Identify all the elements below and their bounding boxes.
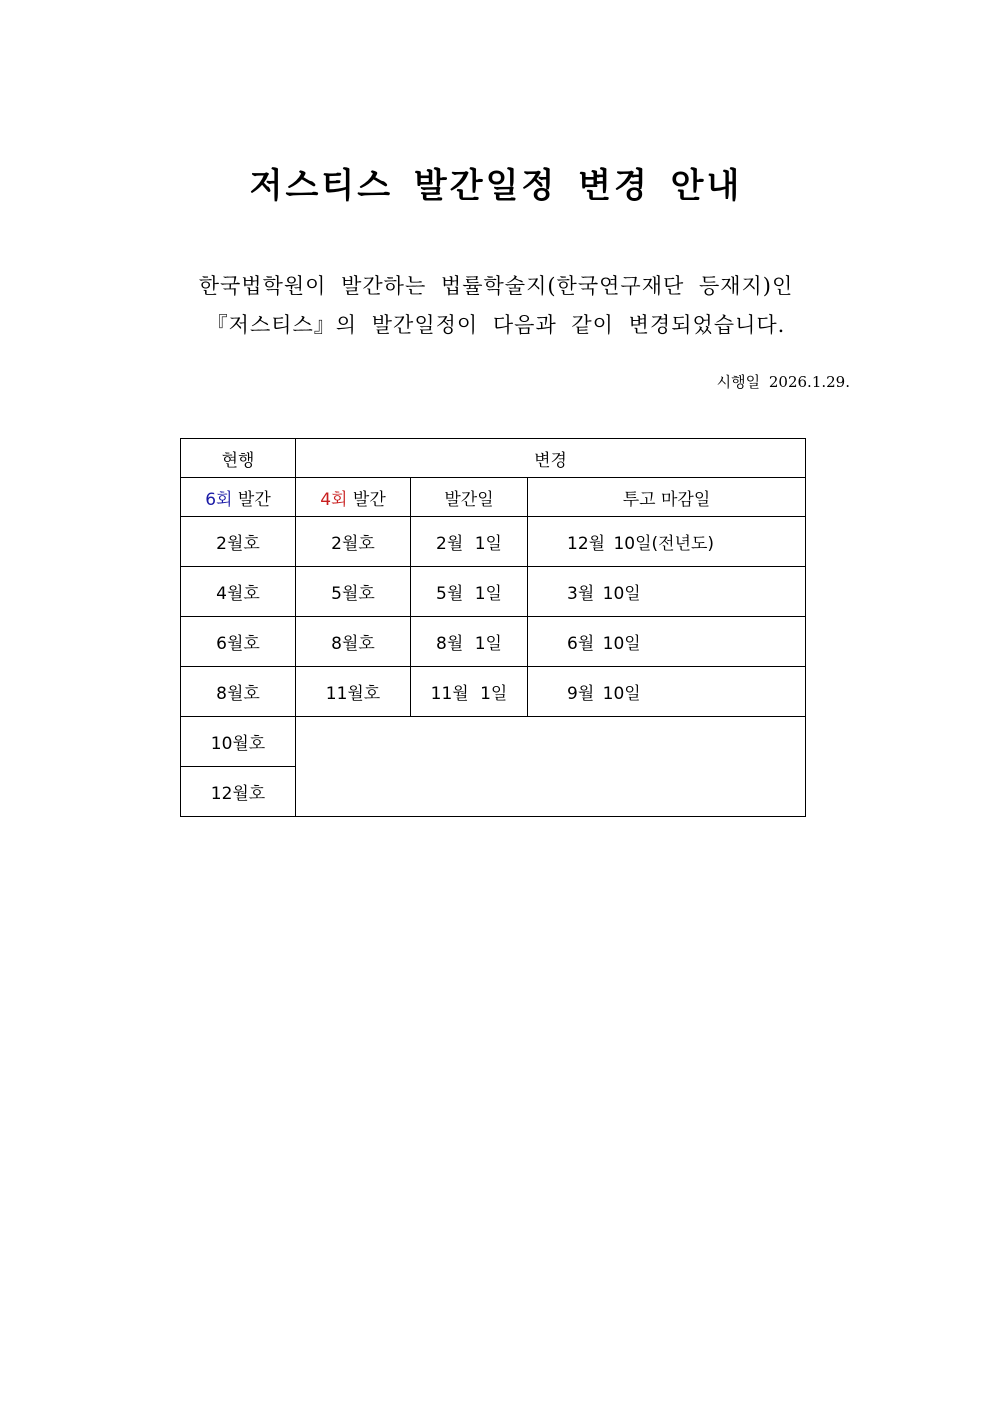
- page-title: 저스티스 발간일정 변경 안내: [249, 166, 743, 206]
- table-header-row: [181, 439, 806, 478]
- table-row: [181, 617, 806, 667]
- cell-deadline: 3월 10일: [528, 567, 806, 617]
- cell-current-issue: 4월호: [181, 567, 296, 617]
- header-current: 현행: [181, 439, 296, 478]
- cell-publish-date: 5월 1일: [411, 567, 528, 617]
- cell-publish-date: 11월 1일: [411, 667, 528, 717]
- cell-changed-issue: 2월호: [296, 517, 411, 567]
- current-issue-suffix: 발간: [237, 489, 271, 510]
- cell-current-issue: 2월호: [181, 517, 296, 567]
- cell-changed-issue: 11월호: [296, 667, 411, 717]
- cell-deadline: 6월 10일: [528, 617, 806, 667]
- intro-line-1: 한국법학원이 발간하는 법률학술지(한국연구재단 등재지)인: [198, 274, 794, 298]
- cell-changed-issue: 8월호: [296, 617, 411, 667]
- cell-current-issue: 6월호: [181, 617, 296, 667]
- cell-current-issue: 8월호: [181, 667, 296, 717]
- subheader-deadline: 투고 마감일: [528, 478, 806, 517]
- subheader-publish-date: 발간일: [411, 478, 528, 517]
- subheader-current-issues: [181, 478, 296, 517]
- cell-publish-date: 2월 1일: [411, 517, 528, 567]
- cell-publish-date: 8월 1일: [411, 617, 528, 667]
- header-change: 변경: [296, 439, 806, 478]
- table-row: [181, 567, 806, 617]
- changed-issue-count: 4회: [320, 489, 348, 510]
- table-row: [181, 517, 806, 567]
- subheader-changed-issues: [296, 478, 411, 517]
- cell-current-issue: 12월호: [181, 767, 296, 817]
- cell-deadline: 12월 10일(전년도): [528, 517, 806, 567]
- cell-current-issue: 10월호: [181, 717, 296, 767]
- table-row: [181, 667, 806, 717]
- current-issue-count: 6회: [205, 489, 233, 510]
- table-subheader-row: [181, 478, 806, 517]
- cell-changed-issue: 5월호: [296, 567, 411, 617]
- intro-line-2: 『저스티스』의 발간일정이 다음과 같이 변경되었습니다.: [206, 313, 786, 337]
- effective-date: 시행일 2026.1.29.: [716, 373, 850, 391]
- changed-issue-suffix: 발간: [352, 489, 386, 510]
- table-row: [181, 717, 806, 767]
- schedule-table: [180, 438, 806, 817]
- empty-merged-cell: [296, 717, 806, 817]
- cell-deadline: 9월 10일: [528, 667, 806, 717]
